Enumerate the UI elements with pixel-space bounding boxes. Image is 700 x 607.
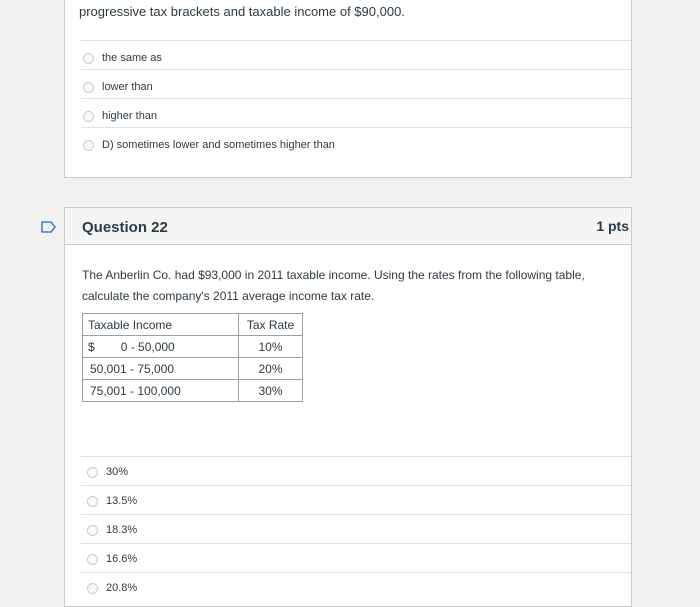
tax-rate-table [82,313,303,402]
income-range: 0 - 50,000 [120,339,175,354]
bookmark-flag-icon[interactable] [41,221,57,233]
radio-button[interactable] [87,525,98,536]
table-cell-rate: 30% [239,380,303,402]
answer-option-label: the same as [102,52,162,64]
answer-option-label: 13.5% [106,495,138,507]
table-cell-rate: 10% [239,336,303,358]
column-header: Taxable Income [83,314,239,336]
answer-divider [81,456,631,457]
answer-divider [81,40,631,41]
answer-divider [81,98,631,99]
answer-option-label: 20.8% [106,582,138,594]
answer-option[interactable] [83,139,335,151]
answer-divider [81,127,631,128]
radio-button[interactable] [87,467,98,478]
answer-option[interactable] [87,495,137,507]
answer-option[interactable] [83,81,153,93]
income-range: 50,001 - 75,000 [90,361,175,376]
table-row [83,380,303,402]
table-cell-income [83,358,239,380]
answer-option-label: 30% [106,466,129,478]
table-cell-rate: 20% [239,358,303,380]
radio-button[interactable] [87,496,98,507]
table-row [83,336,303,358]
radio-button[interactable] [87,554,98,565]
answer-option[interactable] [83,52,162,64]
table-cell-income [83,336,239,358]
answer-option-label: higher than [102,110,158,122]
question-header [65,208,631,245]
answer-option-label: 16.6% [106,553,138,565]
previous-question-stem: progressive tax brackets and taxable income of $90,000. [79,4,405,19]
radio-button[interactable] [83,53,94,64]
question-title: Question 22 [82,219,168,236]
answer-option-label: 18.3% [106,524,138,536]
answer-divider [81,514,631,515]
answer-option[interactable] [83,110,157,122]
table-row [83,358,303,380]
answer-divider [81,572,631,573]
column-header: Tax Rate [239,314,303,336]
question-card [64,207,632,607]
answer-divider [81,485,631,486]
radio-button[interactable] [83,111,94,122]
answer-option-label: D) sometimes lower and sometimes higher than [102,139,335,151]
answer-option[interactable] [87,466,128,478]
table-cell-income [83,380,239,402]
answer-option[interactable] [87,582,137,594]
question-text: The Anberlin Co. had $93,000 in 2011 taxable income. Using the rates from the following table, calculate the company's 2011 average income tax rate. [82,268,585,303]
answer-option[interactable] [87,524,137,536]
answer-option[interactable] [87,553,137,565]
question-points: 1 pts [596,218,629,234]
answer-divider [81,69,631,70]
answer-divider [81,543,631,544]
table-header-row [83,314,303,336]
currency-symbol: $ [88,339,95,354]
radio-button[interactable] [83,140,94,151]
radio-button[interactable] [83,82,94,93]
income-range: 75,001 - 100,000 [90,383,181,398]
previous-question-card [64,0,632,178]
radio-button[interactable] [87,583,98,594]
answer-option-label: lower than [102,81,153,93]
